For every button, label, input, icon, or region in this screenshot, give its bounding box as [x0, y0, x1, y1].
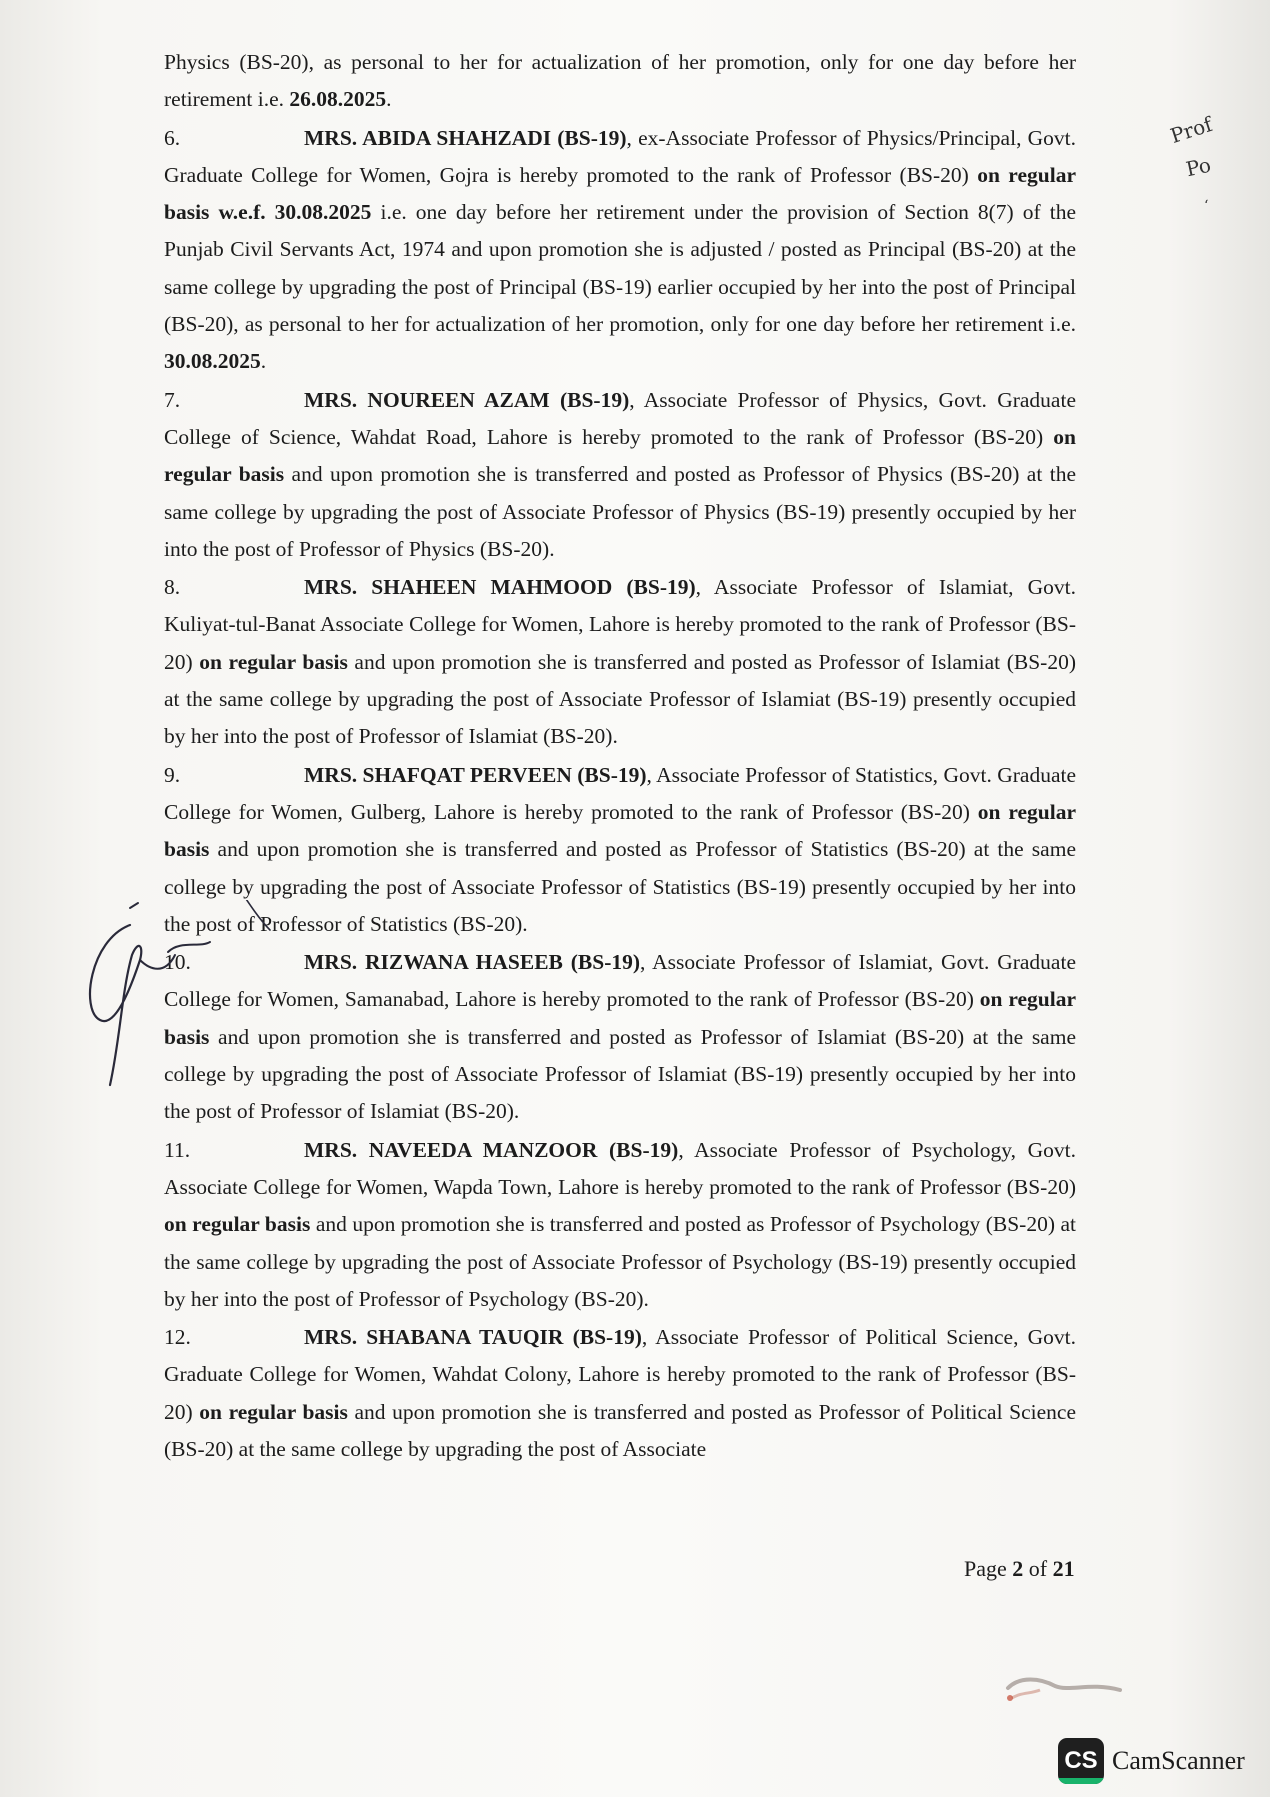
paragraph-11: 11. MRS. NAVEEDA MANZOOR (BS-19), Associate Professor of Psychology, Govt. Associate College for Women, Wapda Town, Lahore is hereby promoted to the rank of Professor (BS-20) on regular basis and upon promotion she is transferred and posted as Professor of Psychology (BS-20) at the same college by upgrading the post of Associate Professor of Psychology (BS-19) presently occupied by her into the post of Professor of Psychology (BS-20). [164, 1137, 1076, 1311]
paragraph-8: 8. MRS. SHAHEEN MAHMOOD (BS-19), Associate Professor of Islamiat, Govt. Kuliyat-tul-Banat Associate College for Women, Lahore is hereby promoted to the rank of Professor (BS-20) on regular basis and upon promotion she is transferred and posted as Professor of Islamiat (BS-20) at the same college by upgrading the post of Associate Professor of Islamiat (BS-19) presently occupied by her into the post of Professor of Islamiat (BS-20). [164, 575, 1077, 749]
paragraph-7: 7. MRS. NOUREEN AZAM (BS-19), Associate Professor of Physics, Govt. Graduate College of Science, Wahdat Road, Lahore is hereby promoted to the rank of Professor (BS-20) on regular basis and upon promotion she is transferred and posted as Professor of Physics (BS-20) at the same college by upgrading the post of Associate Professor of Physics (BS-19) presently occupied by her into the post of Professor of Physics (BS-20). [164, 387, 1076, 561]
handwritten-signature-icon [70, 900, 290, 1090]
camscanner-brand: CamScanner [1112, 1746, 1245, 1775]
margin-note-prof: Prof [1167, 112, 1216, 148]
page-number: Page 2 of 21 [964, 1556, 1075, 1581]
intro-continuation: Physics (BS-20), as personal to her for actualization of her promotion, only for one day before her retirement i.e. 26.08.2025. [164, 50, 1077, 112]
paragraph-12: 12. MRS. SHABANA TAUQIR (BS-19), Associate Professor of Political Science, Govt. Graduate College for Women, Wahdat Colony, Lahore is hereby promoted to the rank of Professor (BS-20) on regular basis and upon promotion she is transferred and posted as Professor of Political Science (BS-20) at the same college by upgrading the post of Associate [164, 1325, 1077, 1461]
camscanner-logo-icon: CS [1058, 1738, 1104, 1784]
margin-note-po: Po [1183, 152, 1213, 182]
ink-smudge-icon [1000, 1668, 1140, 1708]
document-body [164, 44, 1076, 1468]
camscanner-watermark [1058, 1738, 1245, 1784]
paragraph-6: 6. MRS. ABIDA SHAHZADI (BS-19), ex-Associate Professor of Physics/Principal, Govt. Graduate College for Women, Gojra is hereby promoted to the rank of Professor (BS-20) on regular basis w.e.f. 30.08.2025 i.e. one day before her retirement under the provision of Section 8(7) of the Punjab Civil Servants Act, 1974 and upon promotion she is adjusted / posted as Principal (BS-20) at the same college by upgrading the post of Principal (BS-19) earlier occupied by her into the post of Principal (BS-20), as personal to her for actualization of her promotion, only for one day before her retirement i.e. 30.08.2025. [164, 125, 1076, 374]
paragraph-10: 10. MRS. RIZWANA HASEEB (BS-19), Associate Professor of Islamiat, Govt. Graduate College for Women, Samanabad, Lahore is hereby promoted to the rank of Professor (BS-20) on regular basis and upon promotion she is transferred and posted as Professor of Islamiat (BS-20) at the same college by upgrading the post of Associate Professor of Islamiat (BS-19) presently occupied by her into the post of Professor of Islamiat (BS-20). [164, 950, 1076, 1124]
margin-note-mark: ʻ [1204, 198, 1209, 214]
paragraph-9: 9. MRS. SHAFQAT PERVEEN (BS-19), Associate Professor of Statistics, Govt. Graduate College for Women, Gulberg, Lahore is hereby promoted to the rank of Professor (BS-20) on regular basis and upon promotion she is transferred and posted as Professor of Statistics (BS-20) at the same college by upgrading the post of Associate Professor of Statistics (BS-19) presently occupied by her into the post of Professor of Statistics (BS-20). [164, 762, 1076, 936]
